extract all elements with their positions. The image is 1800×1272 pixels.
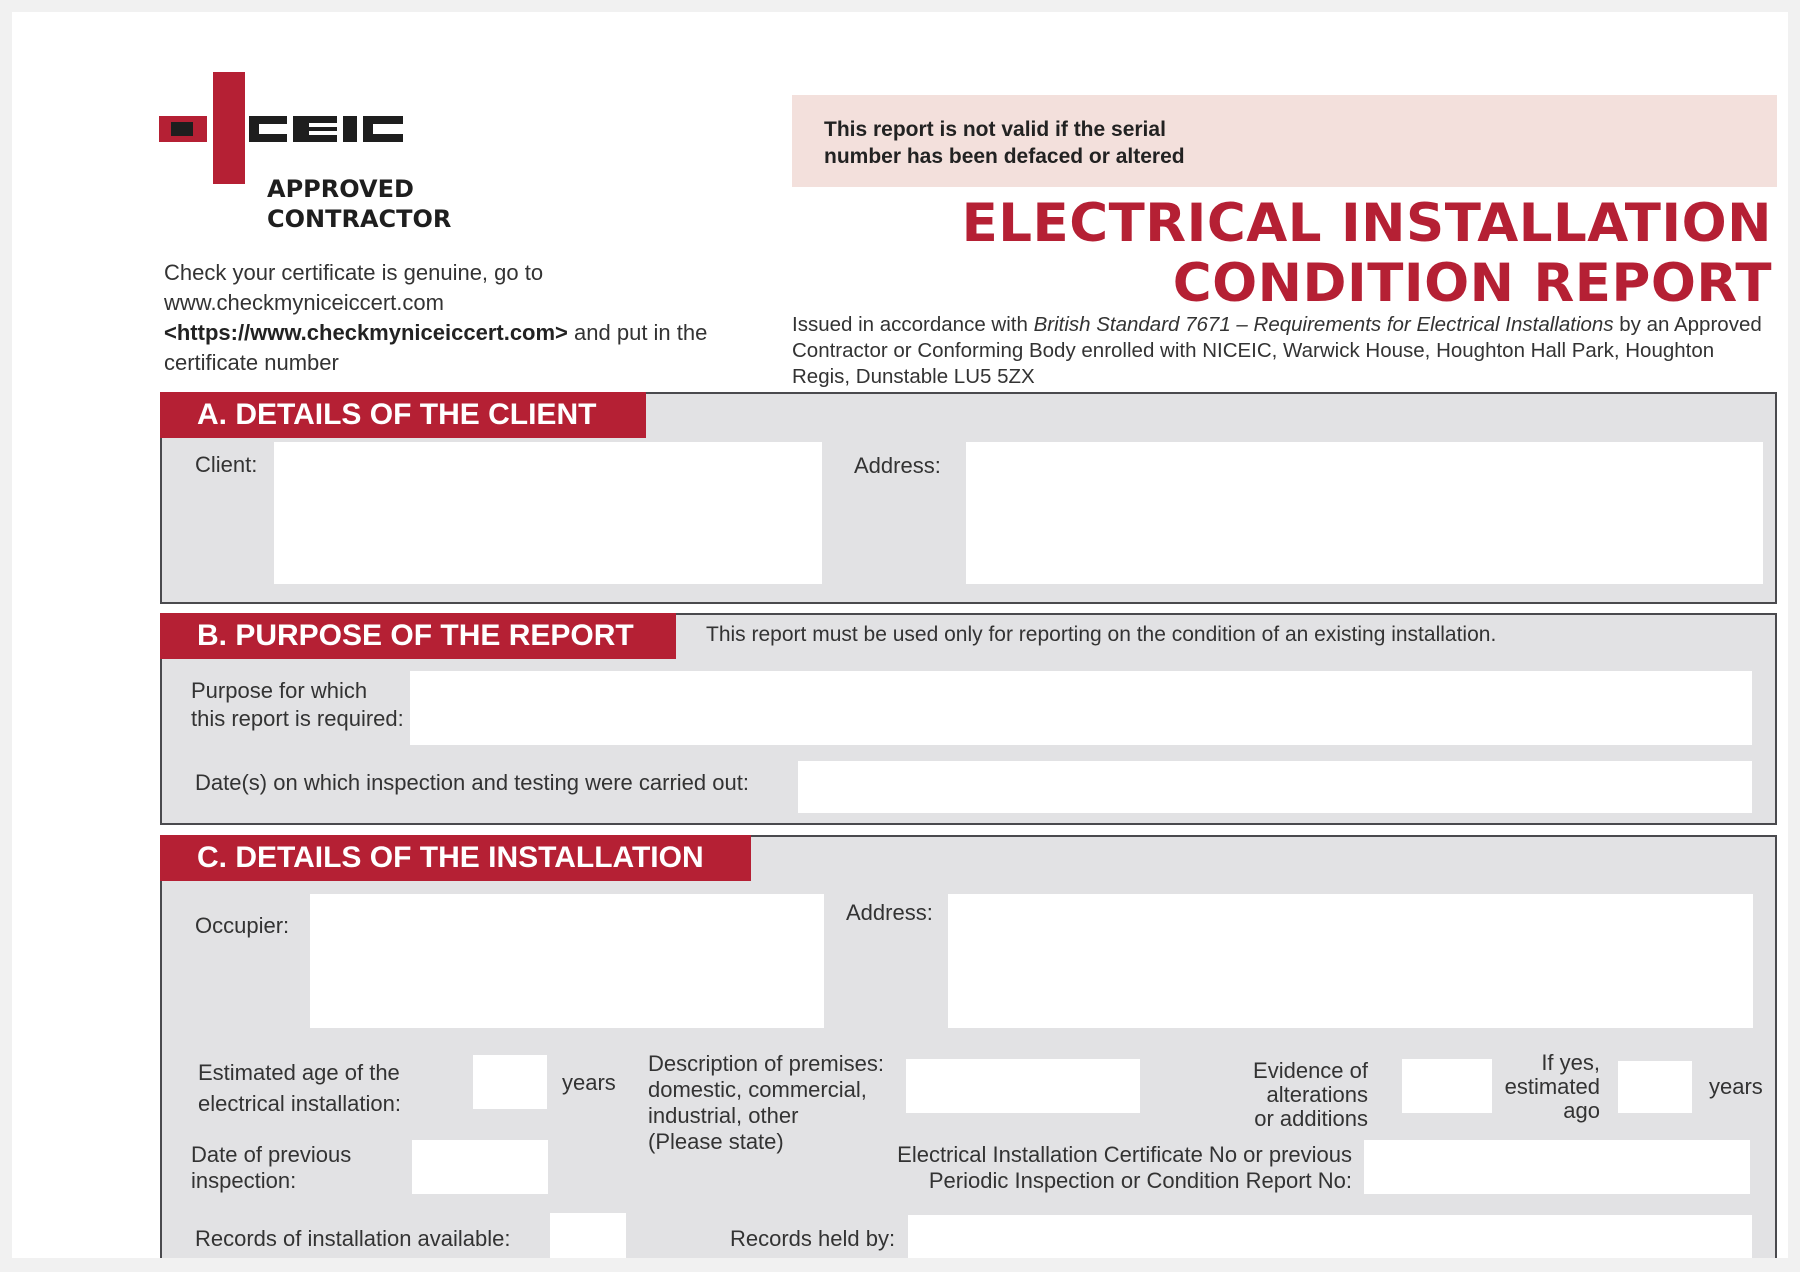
records-held-by-label: Records held by:	[730, 1226, 896, 1251]
section-b-note: This report must be used only for reporting on the condition of an existing installation.	[706, 623, 1497, 646]
records-available-field[interactable]	[550, 1213, 626, 1258]
report-title: ELECTRICAL INSTALLATION CONDITION REPORT	[961, 193, 1772, 314]
years-label: years	[562, 1070, 616, 1095]
previous-inspection-field[interactable]	[412, 1140, 548, 1194]
serial-warning-box	[792, 95, 1777, 187]
premises-description-label: Description of premises: domestic, commercial, industrial, other (Please state)	[648, 1051, 884, 1154]
section-c-header: C. DETAILS OF THE INSTALLATION	[160, 835, 751, 881]
client-address-label: Address:	[854, 453, 941, 478]
premises-description-field[interactable]	[906, 1059, 1140, 1113]
section-installation-details	[160, 835, 1777, 1258]
purpose-label: Purpose for which this report is required:	[191, 678, 404, 731]
previous-inspection-label: Date of previous inspection:	[191, 1142, 352, 1193]
client-label: Client:	[195, 452, 258, 477]
alterations-evidence-label: Evidence of alterations or additions	[1253, 1058, 1368, 1131]
section-b-header: B. PURPOSE OF THE REPORT	[160, 613, 676, 659]
section-client-details	[160, 392, 1777, 604]
issued-statement: Issued in accordance with British Standard 7671 – Requirements for Electrical Installations by an Approved Contractor or Conforming Body enrolled with NICEIC, Warwick House, Houghton Hall Park, Houghton Regis, Dunstable LU5 5ZX	[792, 313, 1762, 388]
purpose-field[interactable]	[410, 671, 1752, 745]
check-link[interactable]: <https://www.checkmyniceiccert.com>	[164, 320, 568, 345]
estimated-age-field[interactable]	[473, 1055, 547, 1109]
records-held-by-field[interactable]	[908, 1215, 1752, 1258]
if-yes-estimated-label: If yes, estimated ago	[1504, 1050, 1600, 1123]
records-available-label: Records of installation available:	[195, 1226, 511, 1251]
inspection-dates-label: Date(s) on which inspection and testing were carried out:	[195, 770, 749, 795]
approved-contractor-label: APPROVED CONTRACTOR	[267, 175, 452, 233]
previous-certificate-label: Electrical Installation Certificate No or previous Periodic Inspection or Condition Report No:	[897, 1142, 1352, 1193]
occupier-field[interactable]	[310, 894, 824, 1028]
section-a-header: A. DETAILS OF THE CLIENT	[160, 392, 646, 438]
previous-certificate-field[interactable]	[1364, 1140, 1750, 1194]
alterations-age-field[interactable]	[1618, 1061, 1692, 1113]
inspection-dates-field[interactable]	[798, 761, 1752, 813]
client-address-field[interactable]	[966, 442, 1763, 584]
occupier-label: Occupier:	[195, 913, 290, 938]
section-report-purpose	[160, 613, 1777, 825]
alterations-evidence-field[interactable]	[1402, 1059, 1492, 1113]
serial-warning-text: This report is not valid if the serial number has been defaced or altered	[824, 118, 1185, 168]
check-certificate-text: Check your certificate is genuine, go to www.checkmyniceiccert.com <https://www.checkmyniceiccert.com> and put in the certificate number	[164, 260, 708, 375]
installation-address-field[interactable]	[948, 894, 1753, 1028]
certificate-sheet	[12, 12, 1788, 1258]
years-label-2: years	[1709, 1074, 1763, 1099]
client-field[interactable]	[274, 442, 822, 584]
installation-address-label: Address:	[846, 900, 933, 925]
estimated-age-label: Estimated age of the electrical installation:	[198, 1060, 401, 1116]
